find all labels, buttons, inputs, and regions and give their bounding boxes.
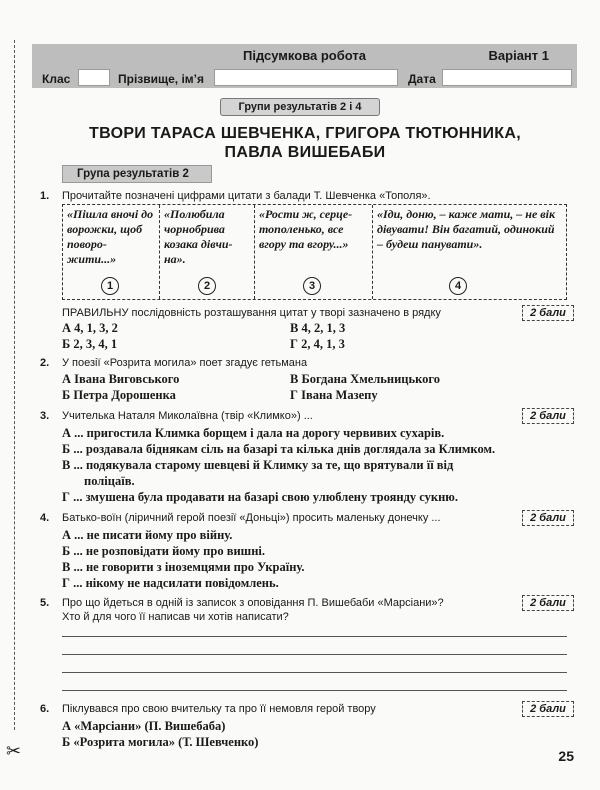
answer-line[interactable] [62,636,567,637]
q2-option-v[interactable]: В Богдана Хмельницького [290,372,441,386]
q2-text: У поезії «Розрита могила» поет згадує гетьмана [62,357,308,369]
class-label: Клас [42,72,71,86]
answer-line[interactable] [62,690,567,691]
q6-option-a[interactable]: А «Марсіани» (П. Вишебаба) [62,719,226,733]
q5-score: 2 бали [522,595,574,611]
q2-number: 2. [40,357,50,369]
quote-1-text: «Пішла вночі до ворожки, щоб поворо-жити...» [67,207,154,266]
q2-option-b[interactable]: Б Петра Дорошенка [62,388,176,402]
quote-2-number: 2 [198,277,216,295]
quote-cell-4 [373,205,566,299]
q1-option-a[interactable]: А 4, 1, 3, 2 [62,321,118,335]
quote-4-text: «Іди, доню, – каже мати, – не вік дівувати! Він багатий, одинокий – будеш панувати». [377,207,556,251]
q4-score: 2 бали [522,510,574,526]
q4-text: Батько-воїн (ліричний герой поезії «Доньці») просить маленьку донечку ... [62,512,441,524]
page-title-line2: ПАВЛА ВИШЕБАБИ [224,144,386,161]
q3-option-v[interactable]: В ... подякувала старому шевцеві й Климку за те, що врятували її від [62,458,454,472]
quote-2-text: «Полюбила чорнобрива козака дівчи-на». [164,207,233,266]
answer-line[interactable] [62,672,567,673]
test-header [32,44,577,88]
q5-text-line1: Про що йдеться в одній із записок з оповідання П. Вишебаби «Марсіани»? [62,597,444,609]
q2-option-g[interactable]: Г Івана Мазепу [290,388,378,402]
groups-tab: Групи результатів 2 і 4 [220,98,380,116]
q6-option-b[interactable]: Б «Розрита могила» (Т. Шевченко) [62,735,259,749]
quote-cell-2 [160,205,255,299]
q3-option-b[interactable]: Б ... роздавала біднякам сіль на базарі та кілька днів доглядала за Климком. [62,442,496,456]
q1-text: Прочитайте позначені цифрами цитати з балади Т. Шевченка «Тополя». [62,190,431,202]
quote-4-number: 4 [449,277,467,295]
quote-cell-3 [255,205,373,299]
q5-text-line2: Хто й для чого її написав чи хотів написати? [62,611,289,623]
group2-tab: Група результатів 2 [62,165,212,183]
q6-number: 6. [40,703,50,715]
quotes-table [62,204,567,300]
header-title: Підсумкова робота [242,48,366,63]
q4-option-b[interactable]: Б ... не розповідати йому про вишні. [62,544,266,558]
q4-number: 4. [40,512,50,524]
q6-score: 2 бали [522,701,574,717]
name-field[interactable] [214,69,398,86]
quote-1-number: 1 [101,277,119,295]
page-title-line1: ТВОРИ ТАРАСА ШЕВЧЕНКА, ГРИГОРА ТЮТЮННИКА, [89,125,521,142]
q4-option-g[interactable]: Г ... нікому не надсилати повідомлень. [62,576,279,590]
q3-text: Учителька Наталя Миколаївна (твір «Климко») ... [62,410,313,422]
header-variant: Варіант 1 [488,48,549,63]
q3-number: 3. [40,410,50,422]
page-number: 25 [558,748,574,764]
q1-option-b[interactable]: Б 2, 3, 4, 1 [62,337,118,351]
quote-cell-1 [63,205,160,299]
date-field[interactable] [442,69,572,86]
q6-text: Піклувався про свою вчительку та про її немовля герой твору [62,703,376,715]
q1-number: 1. [40,190,50,202]
q1-option-g[interactable]: Г 2, 4, 1, 3 [290,337,345,351]
scissors-icon: ✂ [6,741,22,761]
q1-prompt: ПРАВИЛЬНУ послідовність розташування цитат у творі зазначено в рядку [62,307,441,319]
quote-3-text: «Рости ж, серце-тополенько, все вгору та вгору...» [259,207,353,251]
q5-number: 5. [40,597,50,609]
q3-option-v-cont: поліцаїв. [84,474,135,488]
q2-option-a[interactable]: А Івана Виговського [62,372,180,386]
q1-score: 2 бали [522,305,574,321]
answer-line[interactable] [62,654,567,655]
quote-3-number: 3 [303,277,321,295]
date-label: Дата [408,72,436,86]
q4-option-v[interactable]: В ... не говорити з іноземцями про Україну. [62,560,305,574]
class-field[interactable] [78,69,110,86]
q3-option-a[interactable]: А ... пригостила Климка борщем і дала на дорогу червивих сухарів. [62,426,445,440]
name-label: Прізвище, ім’я [118,72,205,86]
q3-score: 2 бали [522,408,574,424]
cut-line [14,40,15,730]
q3-option-g[interactable]: Г ... змушена була продавати на базарі свою улюблену троянду сукню. [62,490,458,504]
q4-option-a[interactable]: А ... не писати йому про війну. [62,528,233,542]
q1-option-v[interactable]: В 4, 2, 1, 3 [290,321,346,335]
